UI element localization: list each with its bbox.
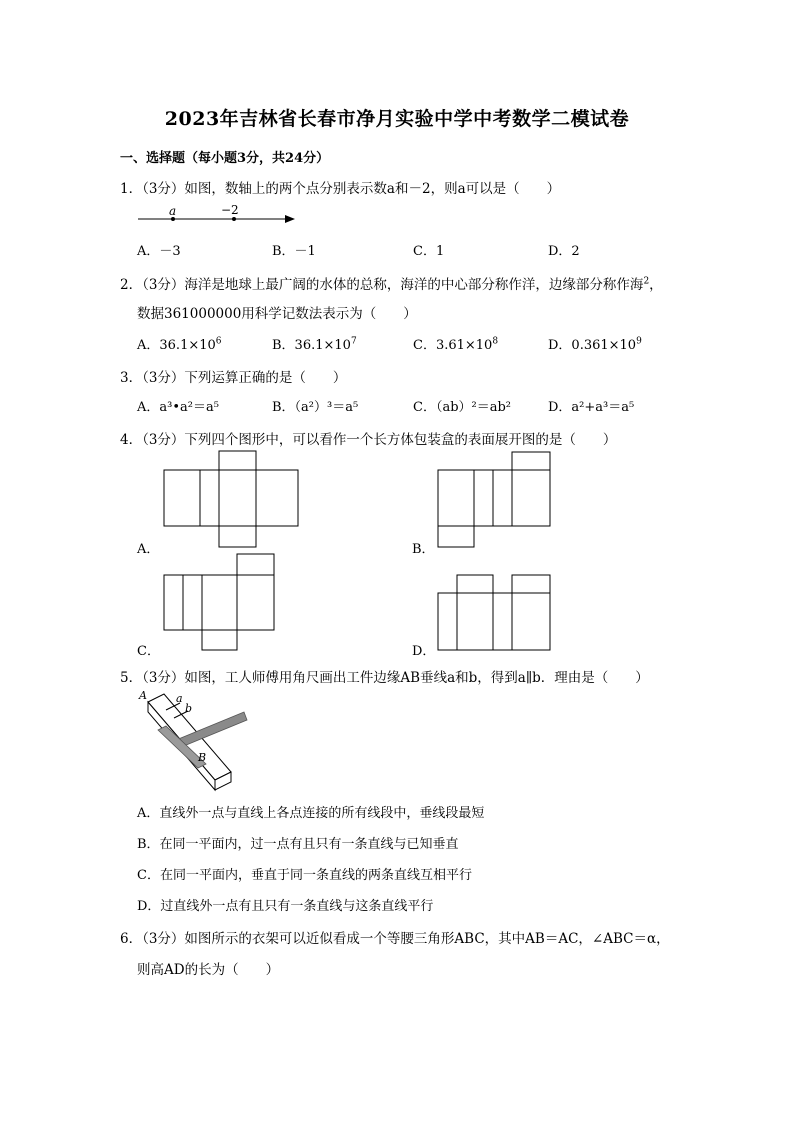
net-figure-b (435, 449, 555, 549)
q1-option-b: B．－1 (272, 244, 316, 259)
net-label-b: B． (412, 542, 435, 557)
net-figure-a (160, 449, 300, 549)
q1-option-a: A．－3 (137, 244, 181, 259)
q2-option-b: B．$36.1\times 10^7$ (272, 336, 357, 353)
question-4-stem: 4．（3分）下列四个图形中，可以看作一个长方体包装盒的表面展开图的是（ ） (120, 432, 617, 448)
net-label-a: A． (137, 542, 160, 557)
q3-option-d: D．a²+a³＝a⁵ (548, 400, 635, 415)
carpenter-square-figure (136, 690, 256, 800)
q3-option-a: A．a³•a²＝a⁵ (137, 400, 219, 415)
q3-option-c: C．（ab）²＝ab² (413, 400, 512, 415)
fig-label-B: B (198, 751, 207, 764)
q3-option-b: B．（a²）³＝a⁵ (272, 400, 359, 415)
question-2-stem-line2: 数据361000000用科学记数法表示为（ ） (137, 306, 417, 322)
number-line-figure (135, 204, 305, 228)
q1-option-d: D．2 (548, 244, 580, 259)
net-label-d: D． (412, 644, 436, 659)
fig-label-b: b (185, 702, 193, 715)
net-figure-d (435, 572, 555, 662)
q2-option-a: A．$36.1\times 10^6$ (137, 336, 222, 353)
page-title: 2023年吉林省长春市净月实验中学中考数学二模试卷 (164, 108, 630, 130)
q2-option-d: D．$0.361\times 10^9$ (548, 336, 642, 353)
q5-option-b: B．在同一平面内，过一点有且只有一条直线与已知垂直 (137, 837, 459, 852)
axis-label-a: a (169, 204, 177, 218)
axis-label-neg2: −2 (221, 203, 239, 217)
net-label-c: C． (137, 644, 160, 659)
q5-option-c: C．在同一平面内，垂直于同一条直线的两条直线互相平行 (137, 868, 472, 883)
section-heading: 一、选择题（每小题3分，共24分） (120, 151, 330, 166)
question-1-stem: 1．（3分）如图，数轴上的两个点分别表示数a和－2，则a可以是（ ） (120, 181, 561, 197)
question-6-stem-line2: 则高AD的长为（ ） (137, 962, 280, 978)
question-3-stem: 3．（3分）下列运算正确的是（ ） (120, 370, 347, 386)
net-figure-c (160, 551, 280, 651)
q5-option-a: A．直线外一点与直线上各点连接的所有线段中，垂线段最短 (137, 806, 485, 821)
question-6-stem-line1: 6．（3分）如图所示的衣架可以近似看成一个等腰三角形ABC，其中AB＝AC，∠ABC＝α， (120, 931, 670, 947)
question-5-stem: 5．（3分）如图，工人师傅用角尺画出工件边缘AB垂线a和b，得到a∥b．理由是（ ） (120, 670, 649, 686)
q5-option-d: D．过直线外一点有且只有一条直线与这条直线平行 (137, 899, 434, 914)
question-2-stem-line1: 2．（3分）海洋是地球上最广阔的水体的总称，海洋的中心部分称作洋，边缘部分称作海$^2$， (120, 276, 663, 293)
fig-label-a: a (176, 692, 183, 705)
q1-option-c: C．1 (413, 244, 445, 259)
fig-label-A: A (139, 689, 147, 702)
q2-option-c: C．$3.61\times 10^8$ (413, 336, 499, 353)
